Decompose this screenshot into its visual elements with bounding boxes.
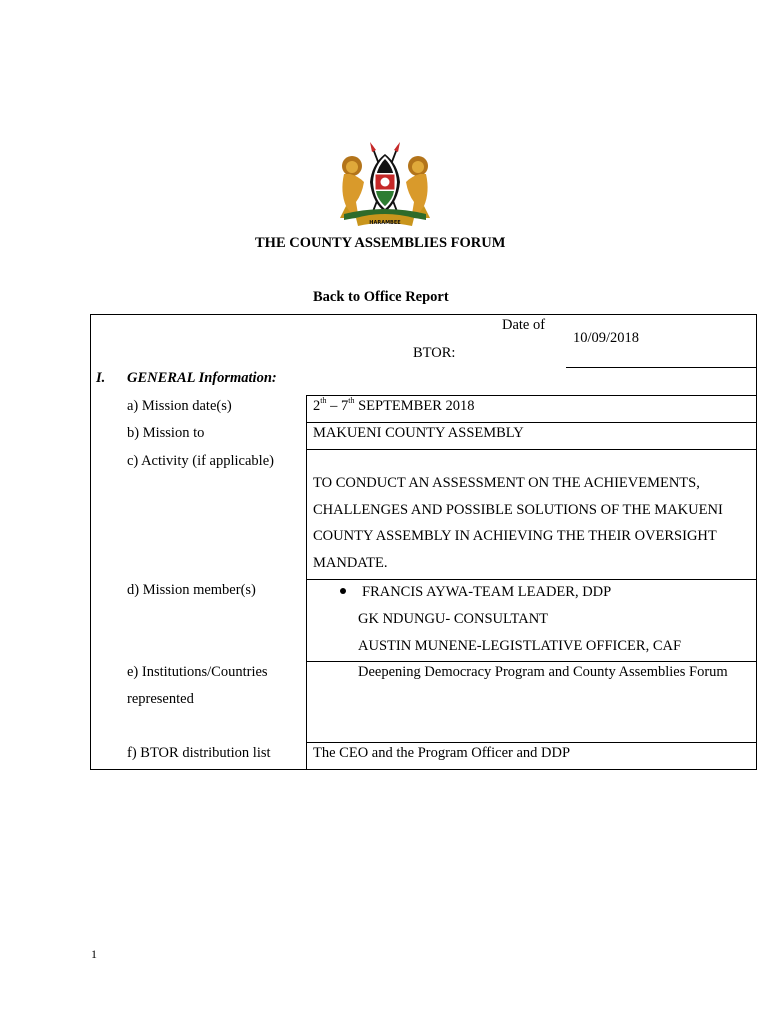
activity-line: TO CONDUCT AN ASSESSMENT ON THE ACHIEVEMENTS,: [313, 475, 700, 491]
member-item: GK NDUNGU- CONSULTANT: [358, 611, 549, 627]
distribution-value: The CEO and the Program Officer and DDP: [313, 745, 571, 761]
date-label-line2: BTOR:: [413, 345, 456, 361]
activity-line: CHALLENGES AND POSSIBLE SOLUTIONS OF THE MAKUENI: [313, 501, 723, 518]
member-item: AUSTIN MUNENE-LEGISTLATIVE OFFICER, CAF: [358, 638, 682, 654]
mission-to-value: MAKUENI COUNTY ASSEMBLY: [313, 425, 524, 441]
ordinal-suffix: th: [320, 396, 327, 406]
page-number: 1: [91, 947, 97, 961]
btor-date-value: 10/09/2018: [573, 330, 640, 346]
kenya-coat-of-arms-emblem: [336, 142, 434, 230]
member-item: FRANCIS AYWA-TEAM LEADER, DDP: [362, 584, 612, 600]
report-title: Back to Office Report: [313, 289, 449, 305]
mission-members-label: d) Mission member(s): [127, 582, 256, 598]
mission-end-day: – 7: [326, 398, 349, 414]
institutions-label-line2: represented: [127, 691, 194, 707]
section-number: I.: [96, 370, 106, 386]
row-divider: [306, 579, 756, 580]
distribution-label: f) BTOR distribution list: [127, 745, 271, 761]
activity-description: [313, 470, 723, 577]
mission-start-day: 2: [313, 398, 321, 414]
row-divider: [306, 449, 756, 450]
row-divider: [306, 422, 756, 423]
institutions-value: Deepening Democracy Program and County Assemblies Forum: [358, 664, 728, 680]
activity-label: c) Activity (if applicable): [127, 453, 274, 469]
table-border-left: [90, 314, 91, 770]
table-border-bottom: [90, 769, 757, 770]
row-divider: [306, 395, 756, 396]
mission-month-year: SEPTEMBER 2018: [354, 398, 475, 414]
activity-line: MANDATE.: [313, 555, 388, 572]
value-column-divider: [306, 395, 307, 770]
mission-dates-label: a) Mission date(s): [127, 398, 232, 414]
row-divider: [306, 742, 756, 743]
bullet-icon: [340, 588, 346, 594]
organization-title: THE COUNTY ASSEMBLIES FORUM: [255, 235, 506, 251]
date-label-line1: Date of: [502, 317, 546, 333]
institutions-label-line1: e) Institutions/Countries: [127, 664, 268, 680]
mission-to-label: b) Mission to: [127, 425, 205, 441]
row-divider: [306, 661, 756, 662]
table-border-top: [90, 314, 757, 315]
section-title: GENERAL Information:: [127, 370, 277, 386]
table-border-right: [756, 314, 757, 770]
mission-dates-value: [313, 397, 475, 415]
svg-text:HARAMBEE: HARAMBEE: [369, 220, 401, 226]
date-underline: [566, 367, 756, 368]
ordinal-suffix: th: [348, 396, 355, 406]
activity-line: COUNTY ASSEMBLY IN ACHIEVING THE THEIR OVERSIGHT: [313, 528, 717, 545]
